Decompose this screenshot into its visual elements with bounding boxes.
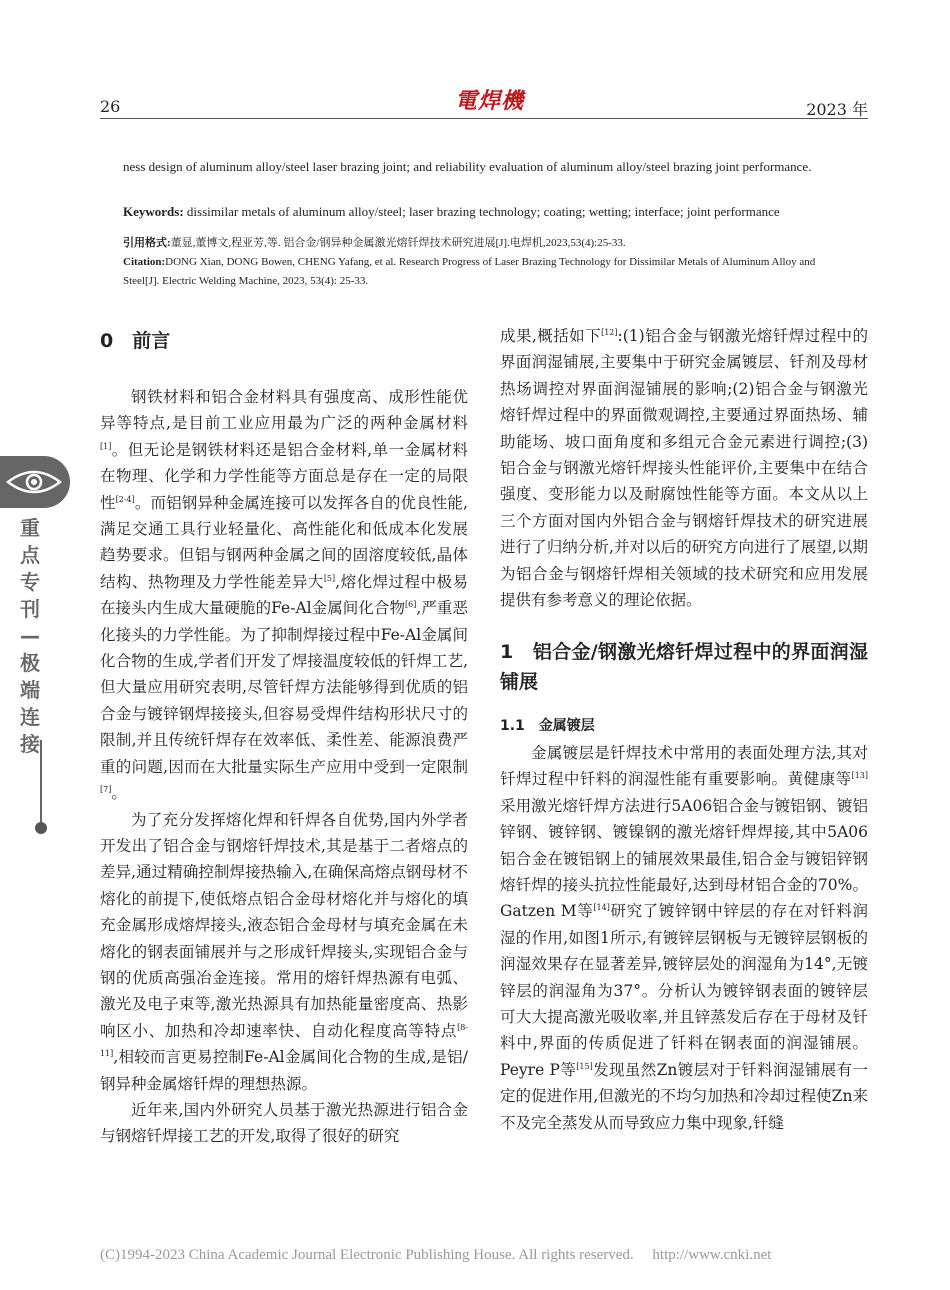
paragraph: 成果,概括如下[12]:(1)铝合金与钢激光熔钎焊过程中的界面润湿铺展,主要集中于研究金属镀层、钎剂及母材热场调控对界面润湿铺展的影响;(2)铝合金与钢激光熔钎焊过程中的界面微观调控,主要通过界面热场、辅助能场、坡口面角度和多组元合金元素进行调控;(3)铝合金与钢激光熔钎焊接头性能评价,主要集中在结合强度、变形能力以及耐腐蚀性能等方面。本文从以上三个方面对国内外铝合金与钢熔钎焊技术的研究进展进行了归纳分析,并对以后的研究方向进行了展望,以期为铝合金与钢熔钎焊相关领域的技术研究和应用发展提供有参考意义的理论依据。 bbox=[500, 327, 868, 610]
issue-year: 2023 年 bbox=[806, 100, 868, 119]
citation-en-text: DONG Xian, DONG Bowen, CHENG Yafang, et al. Research Progress of Laser Brazing Technology for Dissimilar Metals of Aluminum Alloy and Steel[J]. Electric Welding Machine, 2023, 53(4): 25-33. bbox=[123, 256, 816, 287]
section-dot bbox=[35, 822, 47, 834]
right-column bbox=[500, 323, 868, 1136]
header-rule bbox=[100, 118, 868, 119]
citation-en-label: Citation: bbox=[123, 256, 166, 268]
subsection-heading-1-1: 1.1 金属镀层 bbox=[500, 718, 595, 735]
abstract-tail: ness design of aluminum alloy/steel laser brazing joint; and reliability evaluation of aluminum alloy/steel brazing joint performance. bbox=[123, 159, 812, 174]
keywords bbox=[123, 202, 845, 222]
section-heading-1: 1 铝合金/钢激光熔钎焊过程中的界面润湿铺展 bbox=[500, 641, 868, 694]
page-number: 26 bbox=[100, 97, 121, 116]
paragraph: 钢铁材料和铝合金材料具有强度高、成形性能优异等特点,是目前工业应用最为广泛的两种金属材料[1]。但无论是钢铁材料还是铝合金材料,单一金属材料在物理、化学和力学性能等方面总是存在一定的局限性[2-4]。而铝钢异种金属连接可以发挥各自的优良性能,满足交通工具行业轻量化、高性能化和低成本化发展趋势要求。但铝与钢两种金属之间的固溶度较低,晶体结构、热物理及力学性能差异大[5],熔化焊过程中极易在接头内生成大量硬脆的Fe-Al金属间化合物[6],严重恶化接头的力学性能。为了抑制焊接过程中Fe-Al金属间化合物的生成,学者们开发了焊接温度较低的钎焊工艺,但大量应用研究表明,尽管钎焊方法能够得到优质的铝合金与镀锌钢焊接接头,但容易受焊件结构形状尺寸的限制,并且传统钎焊存在效率低、柔性差、能源浪费严重的问题,因而在大批量实际生产应用中受到一定限制[7]。 bbox=[100, 388, 468, 803]
keywords-text: dissimilar metals of aluminum alloy/steel; laser brazing technology; coating; wetting; interface; joint performance bbox=[186, 204, 780, 219]
citation-en bbox=[123, 253, 845, 291]
copyright-footer: (C)1994-2023 China Academic Journal Electronic Publishing House. All rights reserved. http://www.cnki.net bbox=[100, 1247, 772, 1263]
keywords-label: Keywords: bbox=[123, 204, 184, 219]
citation-cn bbox=[123, 234, 845, 253]
journal-logo: 電焊機 bbox=[455, 88, 525, 114]
paragraph: 金属镀层是钎焊技术中常用的表面处理方法,其对钎焊过程中钎料的润湿性能有重要影响。黄健康等[13]采用激光熔钎焊方法进行5A06铝合金与镀铝钢、镀铝锌钢、镀锌钢、镀镍钢的激光熔钎焊焊接,其中5A06铝合金在镀铝钢上的铺展效果最佳,铝合金与镀铝锌钢熔钎焊的接头抗拉性能最好,达到母材铝合金的70%。Gatzen M等[14]研究了镀锌钢中锌层的存在对钎料润湿的作用,如图1所示,有镀锌层钢板与无镀锌层钢板的润湿效果存在显著差异,镀锌层处的润湿角为14°,无镀锌层的润湿角为37°。分析认为镀锌钢表面的镀锌层可大大提高激光吸收率,并且锌蒸发后存在于母材及钎料中,界面的传质促进了钎料在钢表面的润湿铺展。Peyre P等[15]发现虽然Zn镀层对于钎料润湿铺展有一定的促进作用,但激光的不均匀加热和冷却过程使Zn来不及完全蒸发从而导致应力集中现象,钎缝 bbox=[500, 743, 868, 1132]
section-heading-0: 0 前言 bbox=[100, 330, 171, 352]
left-column bbox=[100, 326, 468, 1150]
eye-icon bbox=[6, 468, 62, 496]
paragraph: 近年来,国内外研究人员基于激光热源进行铝合金与钢熔钎焊接工艺的开发,取得了很好的研究 bbox=[100, 1100, 468, 1146]
citation-cn-label: 引用格式: bbox=[123, 237, 171, 249]
section-label: 重点专刊—极端连接 bbox=[20, 516, 40, 756]
section-line bbox=[40, 740, 42, 828]
paragraph: 为了充分发挥熔化焊和钎焊各自优势,国内外学者开发出了铝合金与钢熔钎焊技术,其是基于二者熔点的差异,通过精确控制焊接热输入,在确保高熔点钢母材不熔化的前提下,使低熔点铝合金母材熔化并与熔化的填充金属形成熔焊接头,液态铝合金母材与填充金属在未熔化的钢表面铺展并与之形成钎焊接头,实现铝合金与钢的优质高强冶金连接。常用的熔钎焊热源有电弧、激光及电子束等,激光热源具有加热能量密度高、热影响区小、加热和冷却速率快、自动化程度高等特点[8-11],相较而言更易控制Fe-Al金属间化合物的生成,是铝/钢异种金属熔钎焊的理想热源。 bbox=[100, 810, 468, 1093]
citation-cn-text: 董显,董博文,程亚芳,等. 铝合金/钢异种金属激光熔钎焊技术研究进展[J].电焊机,2023,53(4):25-33. bbox=[170, 237, 626, 249]
